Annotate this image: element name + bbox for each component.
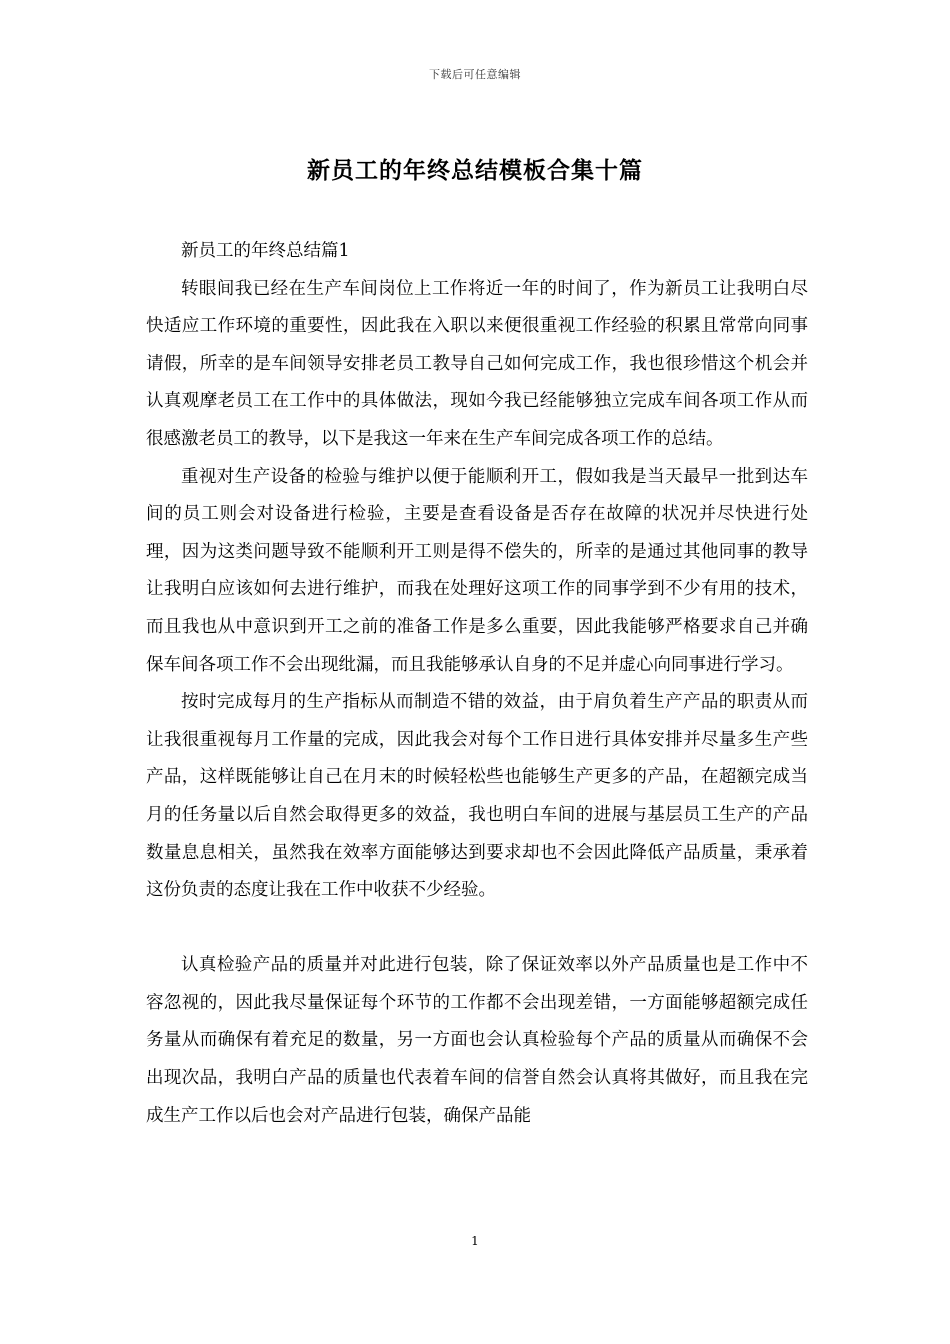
document-title: 新员工的年终总结模板合集十篇 xyxy=(307,157,643,184)
page-number: 1 xyxy=(471,1234,479,1248)
section-heading: 新员工的年终总结篇1 xyxy=(181,241,350,261)
paragraph-4: 认真检验产品的质量并对此进行包装，除了保证效率以外产品质量也是工作中不容忽视的，因此我尽量保证每个环节的工作都不会出现差错，一方面能够超额完成任务量从而确保有着充足的数量，另一方面也会认真检验每个产品的质量从而确保不会出现次品，我明白产品的质量也代表着车间的信誉自然会认真将其做好，而且我在完成生产工作以后也会对产品进行包装，确保产品能 xyxy=(146,955,808,1126)
paragraph-spacer xyxy=(146,910,808,948)
document-body xyxy=(146,233,808,1135)
paragraph-2: 重视对生产设备的检验与维护以便于能顺利开工，假如我是当天最早一批到达车间的员工则会对设备进行检验，主要是查看设备是否存在故障的状况并尽快进行处理，因为这类问题导致不能顺利开工则是得不偿失的，所幸的是通过其他同事的教导让我明白应该如何去进行维护，而我在处理好这项工作的同事学到不少有用的技术，而且我也从中意识到开工之前的准备工作是多么重要，因此我能够严格要求自己并确保车间各项工作不会出现纰漏，而且我能够承认自身的不足并虚心向同事进行学习。 xyxy=(146,466,808,675)
paragraph-1: 转眼间我已经在生产车间岗位上工作将近一年的时间了，作为新员工让我明白尽快适应工作环境的重要性，因此我在入职以来便很重视工作经验的积累且常常向同事请假，所幸的是车间领导安排老员工教导自己如何完成工作，我也很珍惜这个机会并认真观摩老员工在工作中的具体做法，现如今我已经能够独立完成车间各项工作从而很感激老员工的教导，以下是我这一年来在生产车间完成各项工作的总结。 xyxy=(146,278,808,449)
paragraph-3: 按时完成每月的生产指标从而制造不错的效益，由于肩负着生产产品的职责从而让我很重视每月工作量的完成，因此我会对每个工作日进行具体安排并尽量多生产些产品，这样既能够让自己在月末的时候轻松些也能够生产更多的产品，在超额完成当月的任务量以后自然会取得更多的效益，我也明白车间的进展与基层员工生产的产品数量息息相关，虽然我在效率方面能够达到要求却也不会因此降低产品质量，秉承着这份负责的态度让我在工作中收获不少经验。 xyxy=(146,692,808,901)
page-header-note: 下载后可任意编辑 xyxy=(429,68,521,81)
